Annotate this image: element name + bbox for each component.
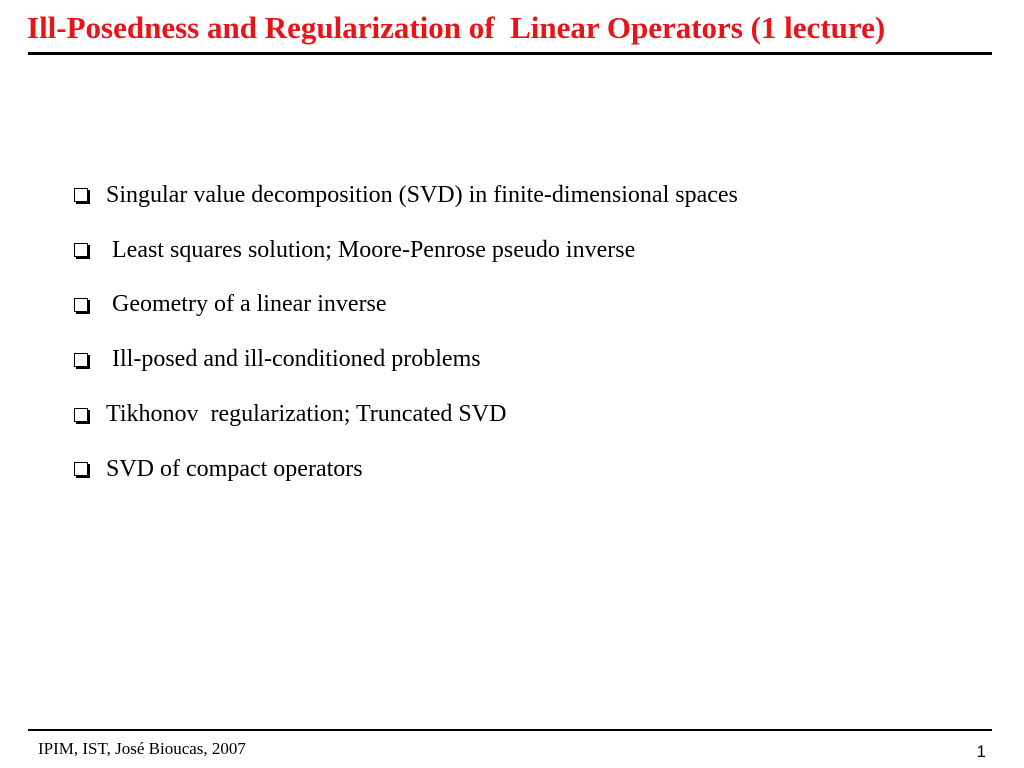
bullet-text: SVD of compact operators <box>106 455 363 482</box>
page-number: 1 <box>976 742 986 761</box>
checkbox-icon <box>74 408 88 422</box>
bullet-text: Singular value decomposition (SVD) in finite-dimensional spaces <box>106 181 738 208</box>
bullet-text: Geometry of a linear inverse <box>106 291 387 318</box>
bullet-item <box>74 223 738 278</box>
footer-credit: IPIM, IST, José Bioucas, 2007 <box>38 739 246 758</box>
title-divider <box>28 52 992 55</box>
bullet-list <box>74 168 738 497</box>
footer-divider <box>28 729 992 731</box>
slide-title: Ill-Posedness and Regularization of Linear Operators (1 lecture) <box>27 10 886 45</box>
checkbox-icon <box>74 243 88 257</box>
bullet-item <box>74 278 738 333</box>
bullet-text: Ill-posed and ill-conditioned problems <box>106 346 481 373</box>
checkbox-icon <box>74 298 88 312</box>
bullet-text: Tikhonov regularization; Truncated SVD <box>106 401 507 428</box>
bullet-item <box>74 168 738 223</box>
checkbox-icon <box>74 462 88 476</box>
bullet-text: Least squares solution; Moore-Penrose pseudo inverse <box>106 236 636 263</box>
checkbox-icon <box>74 188 88 202</box>
checkbox-icon <box>74 353 88 367</box>
bullet-item <box>74 387 738 442</box>
bullet-item <box>74 332 738 387</box>
bullet-item <box>74 442 738 497</box>
